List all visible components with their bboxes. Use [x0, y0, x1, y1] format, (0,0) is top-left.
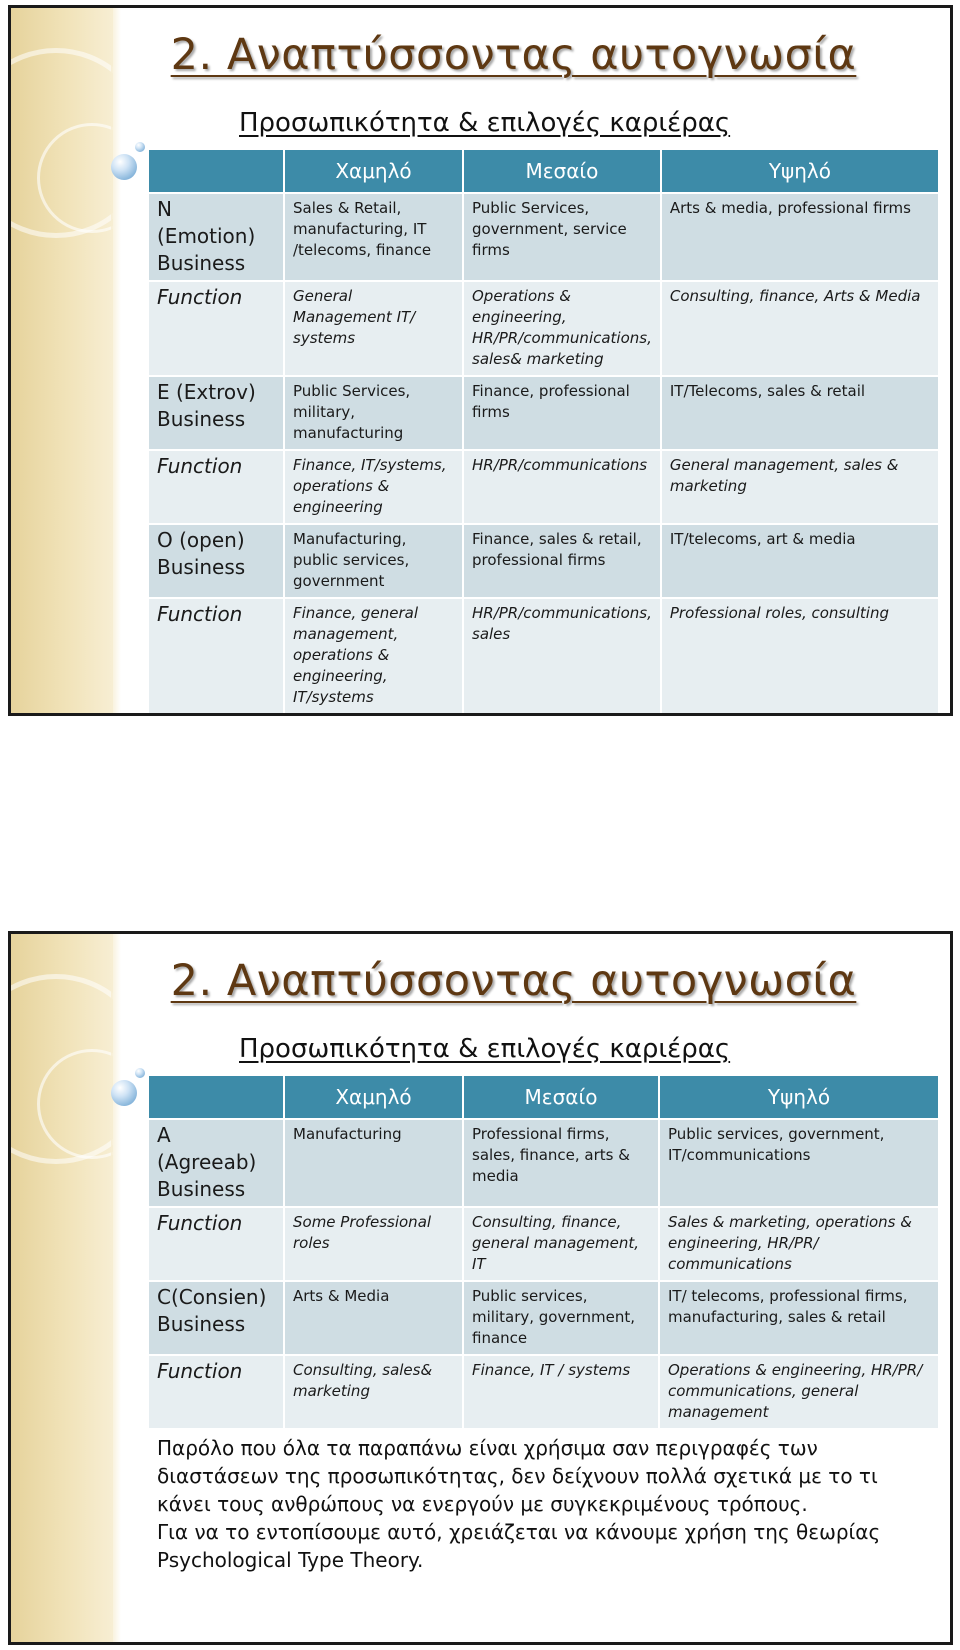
table-row	[149, 451, 938, 523]
row-label: O (open) Business	[149, 525, 283, 597]
cell-mid: Public Services, government, service firms	[464, 194, 660, 280]
career-table	[147, 1074, 940, 1430]
decor-bubble-icon	[111, 154, 137, 180]
slide-title: 2. Αναπτύσσοντας αυτογνωσία	[170, 956, 857, 1006]
table-row	[149, 194, 938, 280]
table-row	[149, 1208, 938, 1280]
slide-title: 2. Αναπτύσσοντας αυτογνωσία	[170, 30, 857, 80]
row-label: E (Extrov) Business	[149, 377, 283, 449]
cell-low: Some Professional roles	[285, 1208, 462, 1280]
table-header-low: Χαμηλό	[285, 150, 462, 192]
slide-notes	[157, 1434, 917, 1574]
table-header-high: Υψηλό	[660, 1076, 938, 1118]
table-row	[149, 1282, 938, 1354]
cell-mid: Operations & engineering, HR/PR/communications, sales& marketing	[464, 282, 660, 375]
notes-line: διαστάσεων της προσωπικότητας, δεν δείχνουν πολλά σχετικά με το τι	[157, 1464, 878, 1488]
cell-low: Consulting, sales& marketing	[285, 1356, 462, 1428]
cell-mid: Finance, sales & retail, professional firms	[464, 525, 660, 597]
row-label: Function	[149, 282, 283, 375]
cell-low: General Management IT/ systems	[285, 282, 462, 375]
row-label: Function	[149, 1208, 283, 1280]
notes-line: κάνει τους ανθρώπους να ενεργούν με συγκεκριμένους τρόπους.	[157, 1492, 808, 1516]
table-header-low: Χαμηλό	[285, 1076, 462, 1118]
cell-mid: Consulting, finance, general management, IT	[464, 1208, 658, 1280]
cell-mid: Finance, professional firms	[464, 377, 660, 449]
cell-high: IT/Telecoms, sales & retail	[662, 377, 938, 449]
cell-high: Professional roles, consulting	[662, 599, 938, 713]
slide-1	[8, 5, 953, 716]
cell-high: Arts & media, professional firms	[662, 194, 938, 280]
cell-mid: Professional firms, sales, finance, arts & media	[464, 1120, 658, 1206]
cell-high: Consulting, finance, Arts & Media	[662, 282, 938, 375]
cell-mid: HR/PR/communications, sales	[464, 599, 660, 713]
slide-decor-sidebar	[11, 934, 113, 1642]
slide-decor-sidebar	[11, 8, 113, 713]
table-header-high: Υψηλό	[662, 150, 938, 192]
cell-low: Finance, general management, operations & engineering, IT/systems	[285, 599, 462, 713]
decor-bubble-icon	[135, 1068, 145, 1078]
cell-high: Public services, government, IT/communications	[660, 1120, 938, 1206]
notes-line: Για να το εντοπίσουμε αυτό, χρειάζεται να κάνουμε χρήση της θεωρίας	[157, 1520, 881, 1544]
cell-high: General management, sales & marketing	[662, 451, 938, 523]
table-header-row	[149, 150, 938, 192]
slide-subtitle: Προσωπικότητα & επιλογές καριέρας	[239, 1034, 731, 1064]
cell-low: Finance, IT/systems, operations & engineering	[285, 451, 462, 523]
row-label: C(Consien) Business	[149, 1282, 283, 1354]
table-row	[149, 1356, 938, 1428]
decor-bubble-icon	[111, 1080, 137, 1106]
cell-high: Sales & marketing, operations & engineering, HR/PR/ communications	[660, 1208, 938, 1280]
table-header-mid: Μεσαίο	[464, 150, 660, 192]
cell-high: IT/ telecoms, professional firms, manufacturing, sales & retail	[660, 1282, 938, 1354]
table-header-corner	[149, 1076, 283, 1118]
table-row	[149, 599, 938, 713]
row-label: Function	[149, 1356, 283, 1428]
cell-low: Public Services, military, manufacturing	[285, 377, 462, 449]
slide-subtitle: Προσωπικότητα & επιλογές καριέρας	[239, 108, 731, 138]
cell-mid: Finance, IT / systems	[464, 1356, 658, 1428]
table-row	[149, 525, 938, 597]
cell-high: Operations & engineering, HR/PR/ communications, general management	[660, 1356, 938, 1428]
row-label: Function	[149, 451, 283, 523]
cell-low: Manufacturing	[285, 1120, 462, 1206]
table-header-corner	[149, 150, 283, 192]
cell-low: Sales & Retail, manufacturing, IT /telecoms, finance	[285, 194, 462, 280]
table-header-row	[149, 1076, 938, 1118]
row-label: A (Agreeab) Business	[149, 1120, 283, 1206]
notes-line: Παρόλο που όλα τα παραπάνω είναι χρήσιμα σαν περιγραφές των	[157, 1436, 818, 1460]
cell-high: IT/telecoms, art & media	[662, 525, 938, 597]
table-row	[149, 1120, 938, 1206]
decor-bubble-icon	[135, 142, 145, 152]
table-row	[149, 282, 938, 375]
notes-line: Psychological Type Theory.	[157, 1548, 424, 1572]
cell-low: Arts & Media	[285, 1282, 462, 1354]
row-label: N (Emotion) Business	[149, 194, 283, 280]
cell-mid: Public services, military, government, finance	[464, 1282, 658, 1354]
table-row	[149, 377, 938, 449]
career-table	[147, 148, 940, 715]
table-header-mid: Μεσαίο	[464, 1076, 658, 1118]
cell-low: Manufacturing, public services, government	[285, 525, 462, 597]
cell-mid: HR/PR/communications	[464, 451, 660, 523]
slide-2	[8, 931, 953, 1645]
row-label: Function	[149, 599, 283, 713]
